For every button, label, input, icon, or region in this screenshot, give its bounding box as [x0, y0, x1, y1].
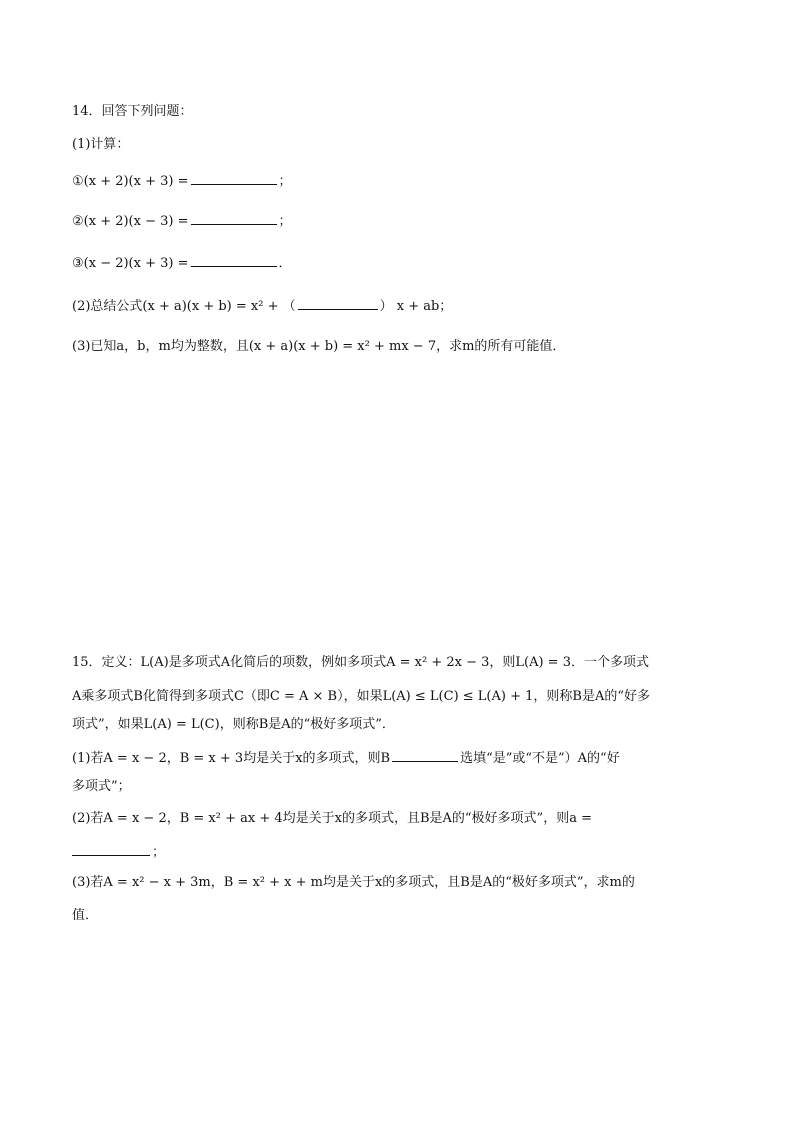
- q14-part2-prefix: (2)总结公式(x + a)(x + b) = x² + （: [72, 299, 296, 314]
- q15-part3-line2: 值．: [72, 908, 99, 923]
- q14-part2-suffix: ） x + ab；: [379, 299, 453, 314]
- q15-part1: [72, 748, 620, 768]
- answer-blank[interactable]: [191, 253, 277, 267]
- q14-item3-expr: ③(x − 2)(x + 3) =: [72, 256, 189, 271]
- q14-item2-end: ；: [278, 214, 292, 229]
- q15-part1-suffix: 选填“是”或“不是”）A的“好: [460, 751, 620, 766]
- q15-line3: 项式”，如果L(A) = L(C)，则称B是A的“极好多项式”．: [72, 717, 395, 732]
- q15-line1: 15．定义：L(A)是多项式A化简后的项数，例如多项式A = x² + 2x − 3，则L(A) = 3．一个多项式: [72, 655, 649, 670]
- answer-blank[interactable]: [191, 211, 277, 225]
- q14-item2-expr: ②(x + 2)(x − 3) =: [72, 214, 189, 229]
- q14-part1-label: (1)计算：: [72, 137, 130, 152]
- q14-item3-end: ．: [278, 256, 292, 271]
- q15-part3-line1: (3)若A = x² − x + 3m，B = x² + x + m均是关于x的多项式，且B是A的“极好多项式”，求m的: [72, 875, 635, 890]
- q14-item1-end: ；: [278, 174, 292, 189]
- q15-part1-prefix: (1)若A = x − 2，B = x + 3均是关于x的多项式，则B: [72, 751, 391, 766]
- q15-part2-end: ；: [152, 845, 166, 860]
- q14-item2: [72, 211, 292, 231]
- q15-part2-line2: [72, 842, 165, 862]
- q14-part2: [72, 296, 452, 316]
- q14-title: 14．回答下列问题：: [72, 104, 193, 119]
- q14-item1: [72, 171, 292, 191]
- q14-part3: (3)已知a，b，m均为整数，且(x + a)(x + b) = x² + mx − 7，求m的所有可能值．: [72, 339, 566, 354]
- q15-part1-line2: 多项式”；: [72, 779, 131, 794]
- q15-line2: A乘多项式B化简得到多项式C（即C = A × B），如果L(A) ≤ L(C) ≤ L(A) + 1，则称B是A的“好多: [72, 689, 650, 704]
- answer-blank[interactable]: [72, 842, 150, 856]
- answer-blank[interactable]: [392, 748, 458, 762]
- q15-part2: (2)若A = x − 2，B = x² + ax + 4均是关于x的多项式，且B是A的“极好多项式”，则a =: [72, 811, 592, 826]
- answer-blank[interactable]: [191, 171, 277, 185]
- answer-blank[interactable]: [298, 296, 378, 310]
- q14-item3: [72, 253, 292, 273]
- q14-item1-expr: ①(x + 2)(x + 3) =: [72, 174, 189, 189]
